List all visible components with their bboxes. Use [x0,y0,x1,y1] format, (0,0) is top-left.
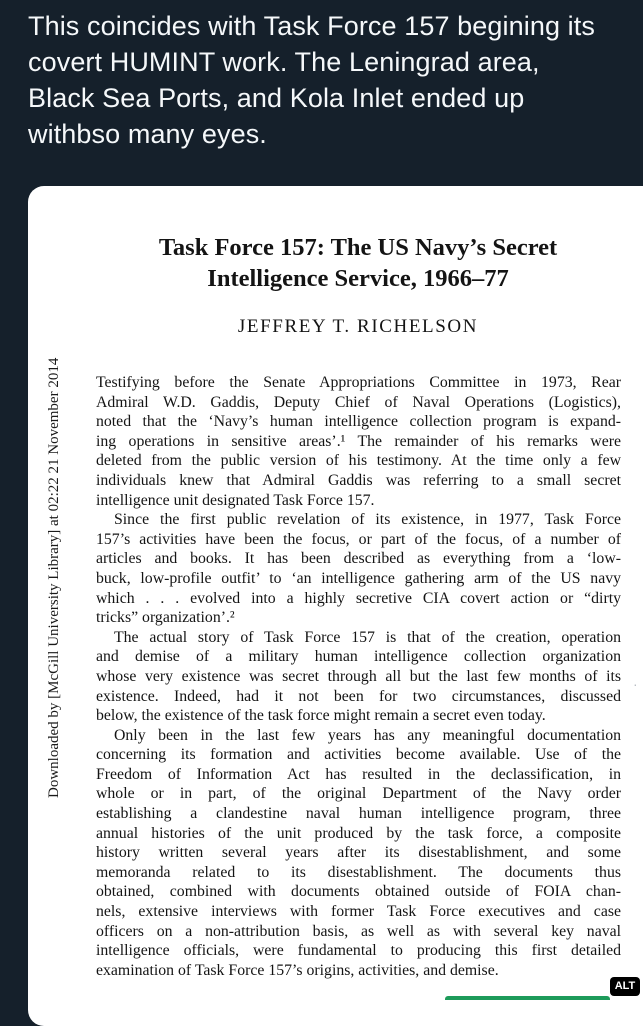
document-text-line: buck, low-profile outfit’ to ‘an intelligence gathering arm of the US navy [96,569,621,587]
document-text-line: Freedom of Information Act has resulted in the declassification, in [96,765,621,783]
document-text-line: deleted from the public version of his testimony. At the time only a few [96,452,621,470]
document-text-line: nels, extensive interviews with former Task Force executives and case [96,903,621,921]
green-action-bar [445,996,610,1000]
document-text-line: intelligence officials, were fundamental to producing this first detailed [96,942,621,960]
document-text-line: The actual story of Task Force 157 is that of the creation, operation [114,628,621,646]
document-text-line: whose very existence was secret through all but the last few months of its [96,667,621,685]
document-title-line-2: Intelligence Service, 1966–77 [207,265,509,292]
document-title-line-1: Task Force 157: The US Navy’s Secret [158,234,558,261]
document-text-line: below, the existence of the task force might remain a secret even today. [96,707,546,725]
document-scan [28,186,643,1000]
document-author: JEFFREY T. RICHELSON [237,316,479,337]
document-text-line: tricks” organization’.² [96,609,235,627]
document-text-line: noted that the ‘Navy’s human intelligence collection program is expand- [96,413,621,431]
document-text-line: Admiral W.D. Gaddis, Deputy Chief of Naval Operations (Logistics), [96,393,621,411]
document-text-line: Only been in the last few years has any meaningful documentation [114,726,621,744]
alt-text-badge[interactable]: ALT [610,977,640,996]
download-watermark: Downloaded by [McGill University Library] at 02:22 21 November 2014 [46,357,62,798]
document-text-line: obtained, combined with documents obtained outside of FOIA chan- [96,883,621,901]
edge-mark: · [633,676,638,692]
document-text-line: individuals knew that Admiral Gaddis was referring to a small secret [96,471,621,489]
attached-image[interactable] [28,186,643,1026]
document-text-line: memoranda related to its disestablishment. The documents thus [96,863,621,881]
document-text-line: intelligence unit designated Task Force 157. [96,491,375,509]
document-text-line: Testifying before the Senate Appropriations Committee in 1973, Rear [96,374,621,391]
document-body [96,373,621,980]
document-text-line: Since the first public revelation of its existence, in 1977, Task Force [114,511,621,529]
document-text-line: 157’s activities have been the focus, or part of the focus, of a number of [96,530,621,548]
document-text-line: existence. Indeed, had it not been for two circumstances, discussed [96,687,621,705]
post-text: This coincides with Task Force 157 begining its covert HUMINT work. The Leningrad area, Black Sea Ports, and Kola Inlet ended up withbso many eyes. [28,11,595,149]
document-text-line: annual histories of the unit produced by the task force, a composite [96,824,621,842]
document-text-line: articles and books. It has been described as everything from a ‘low- [96,550,621,568]
document-text-line: which . . . evolved into a highly secretive CIA covert action or “dirty [96,589,621,607]
document-text-line: officers on a non-attribution basis, as well as with several key naval [96,922,621,940]
document-text-line: and demise of a military human intelligence collection organization [96,648,621,666]
document-text-line: establishing a clandestine naval human intelligence program, three [96,805,621,823]
document-text-line: examination of Task Force 157’s origins, activities, and demise. [96,961,499,979]
document-text-line: concerning its formation and activities become available. Use of the [96,746,621,764]
document-text-line: whole or in part, of the original Department of the Navy order [96,785,621,803]
document-text-line: ing operations in sensitive areas’.¹ The remainder of his remarks were [96,432,621,450]
document-text-line: history written several years after its disestablishment, and some [96,844,621,862]
